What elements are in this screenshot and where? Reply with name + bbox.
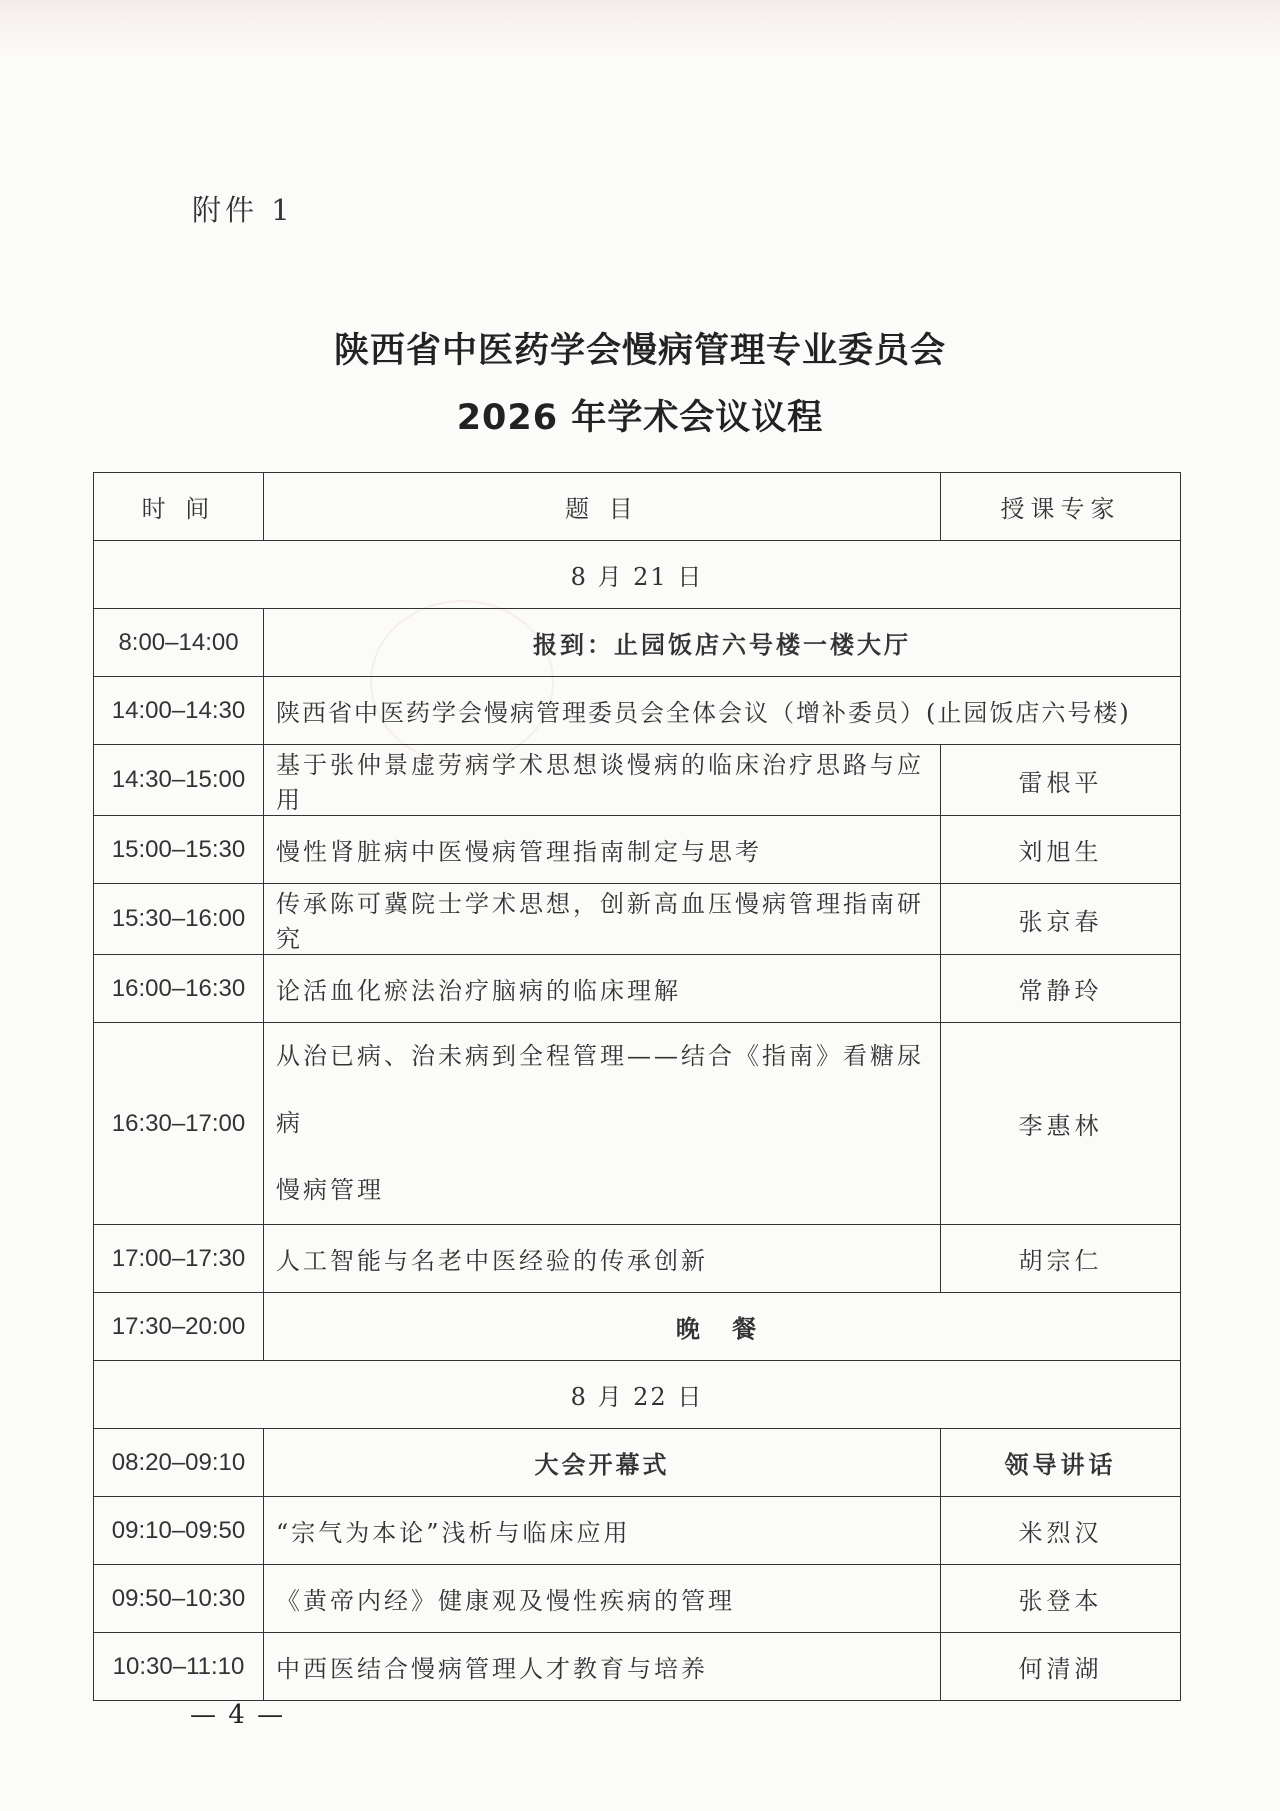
row-topic-line-1: 从治已病、治未病到全程管理——结合《指南》看糖尿病 xyxy=(276,1042,924,1137)
row-expert: 张京春 xyxy=(941,884,1181,955)
row-expert: 雷根平 xyxy=(941,745,1181,816)
table-row xyxy=(94,745,1181,816)
row-expert: 刘旭生 xyxy=(941,816,1181,884)
table-row xyxy=(94,1023,1181,1225)
row-time: 15:30–16:00 xyxy=(94,884,264,955)
header-topic: 题 目 xyxy=(264,473,941,541)
attachment-label: 附件 1 xyxy=(192,193,294,227)
row-time: 10:30–11:10 xyxy=(94,1633,264,1701)
row-expert: 何清湖 xyxy=(941,1633,1181,1701)
row-time: 14:00–14:30 xyxy=(94,677,264,745)
row-expert: 胡宗仁 xyxy=(941,1225,1181,1293)
row-topic-line-2: 慢病管理 xyxy=(276,1176,384,1204)
row-time: 17:00–17:30 xyxy=(94,1225,264,1293)
row-time: 16:00–16:30 xyxy=(94,955,264,1023)
table-row xyxy=(94,1497,1181,1565)
table-row xyxy=(94,955,1181,1023)
table-row xyxy=(94,816,1181,884)
day-row-1 xyxy=(94,541,1181,609)
row-expert: 常静玲 xyxy=(941,955,1181,1023)
table-row xyxy=(94,1225,1181,1293)
table-row xyxy=(94,1429,1181,1497)
row-topic: 中西医结合慢病管理人才教育与培养 xyxy=(264,1633,941,1701)
row-topic: 传承陈可冀院士学术思想，创新高血压慢病管理指南研究 xyxy=(264,884,941,955)
row-time: 08:20–09:10 xyxy=(94,1429,264,1497)
row-time: 14:30–15:00 xyxy=(94,745,264,816)
row-topic: 基于张仲景虚劳病学术思想谈慢病的临床治疗思路与应用 xyxy=(264,745,941,816)
day-row-2 xyxy=(94,1361,1181,1429)
day-label: 8 月 22 日 xyxy=(94,1361,1181,1429)
row-time: 09:50–10:30 xyxy=(94,1565,264,1633)
row-expert: 领导讲话 xyxy=(941,1429,1181,1497)
row-topic: 大会开幕式 xyxy=(264,1429,941,1497)
row-expert: 米烈汉 xyxy=(941,1497,1181,1565)
page-number: — 4 — xyxy=(190,1700,286,1730)
row-topic: 晚 餐 xyxy=(264,1293,1181,1361)
table-row xyxy=(94,1293,1181,1361)
row-topic: 《黄帝内经》健康观及慢性疾病的管理 xyxy=(264,1565,941,1633)
table-row xyxy=(94,677,1181,745)
row-topic: 慢性肾脏病中医慢病管理指南制定与思考 xyxy=(264,816,941,884)
header-time: 时 间 xyxy=(94,473,264,541)
page-top-edge xyxy=(0,0,1280,60)
table-row xyxy=(94,1565,1181,1633)
document-title-line-1: 陕西省中医药学会慢病管理专业委员会 xyxy=(333,331,946,371)
row-time: 15:00–15:30 xyxy=(94,816,264,884)
row-time: 09:10–09:50 xyxy=(94,1497,264,1565)
header-expert: 授课专家 xyxy=(941,473,1181,541)
day-label: 8 月 21 日 xyxy=(94,541,1181,609)
agenda-table xyxy=(93,472,1181,1701)
row-topic: “宗气为本论”浅析与临床应用 xyxy=(264,1497,941,1565)
row-topic: 报到：止园饭店六号楼一楼大厅 xyxy=(264,609,1181,677)
row-time: 16:30–17:00 xyxy=(94,1023,264,1225)
table-row xyxy=(94,609,1181,677)
row-topic: 陕西省中医药学会慢病管理委员会全体会议（增补委员）(止园饭店六号楼) xyxy=(264,677,1181,745)
row-topic: 人工智能与名老中医经验的传承创新 xyxy=(264,1225,941,1293)
row-time: 8:00–14:00 xyxy=(94,609,264,677)
document-title-line-2: 2026 年学术会议议程 xyxy=(456,398,824,438)
table-row xyxy=(94,1633,1181,1701)
table-header-row xyxy=(94,473,1181,541)
row-expert: 张登本 xyxy=(941,1565,1181,1633)
table-row xyxy=(94,884,1181,955)
row-expert: 李惠林 xyxy=(941,1023,1181,1225)
row-topic: 论活血化瘀法治疗脑病的临床理解 xyxy=(264,955,941,1023)
row-time: 17:30–20:00 xyxy=(94,1293,264,1361)
row-topic xyxy=(264,1023,941,1225)
